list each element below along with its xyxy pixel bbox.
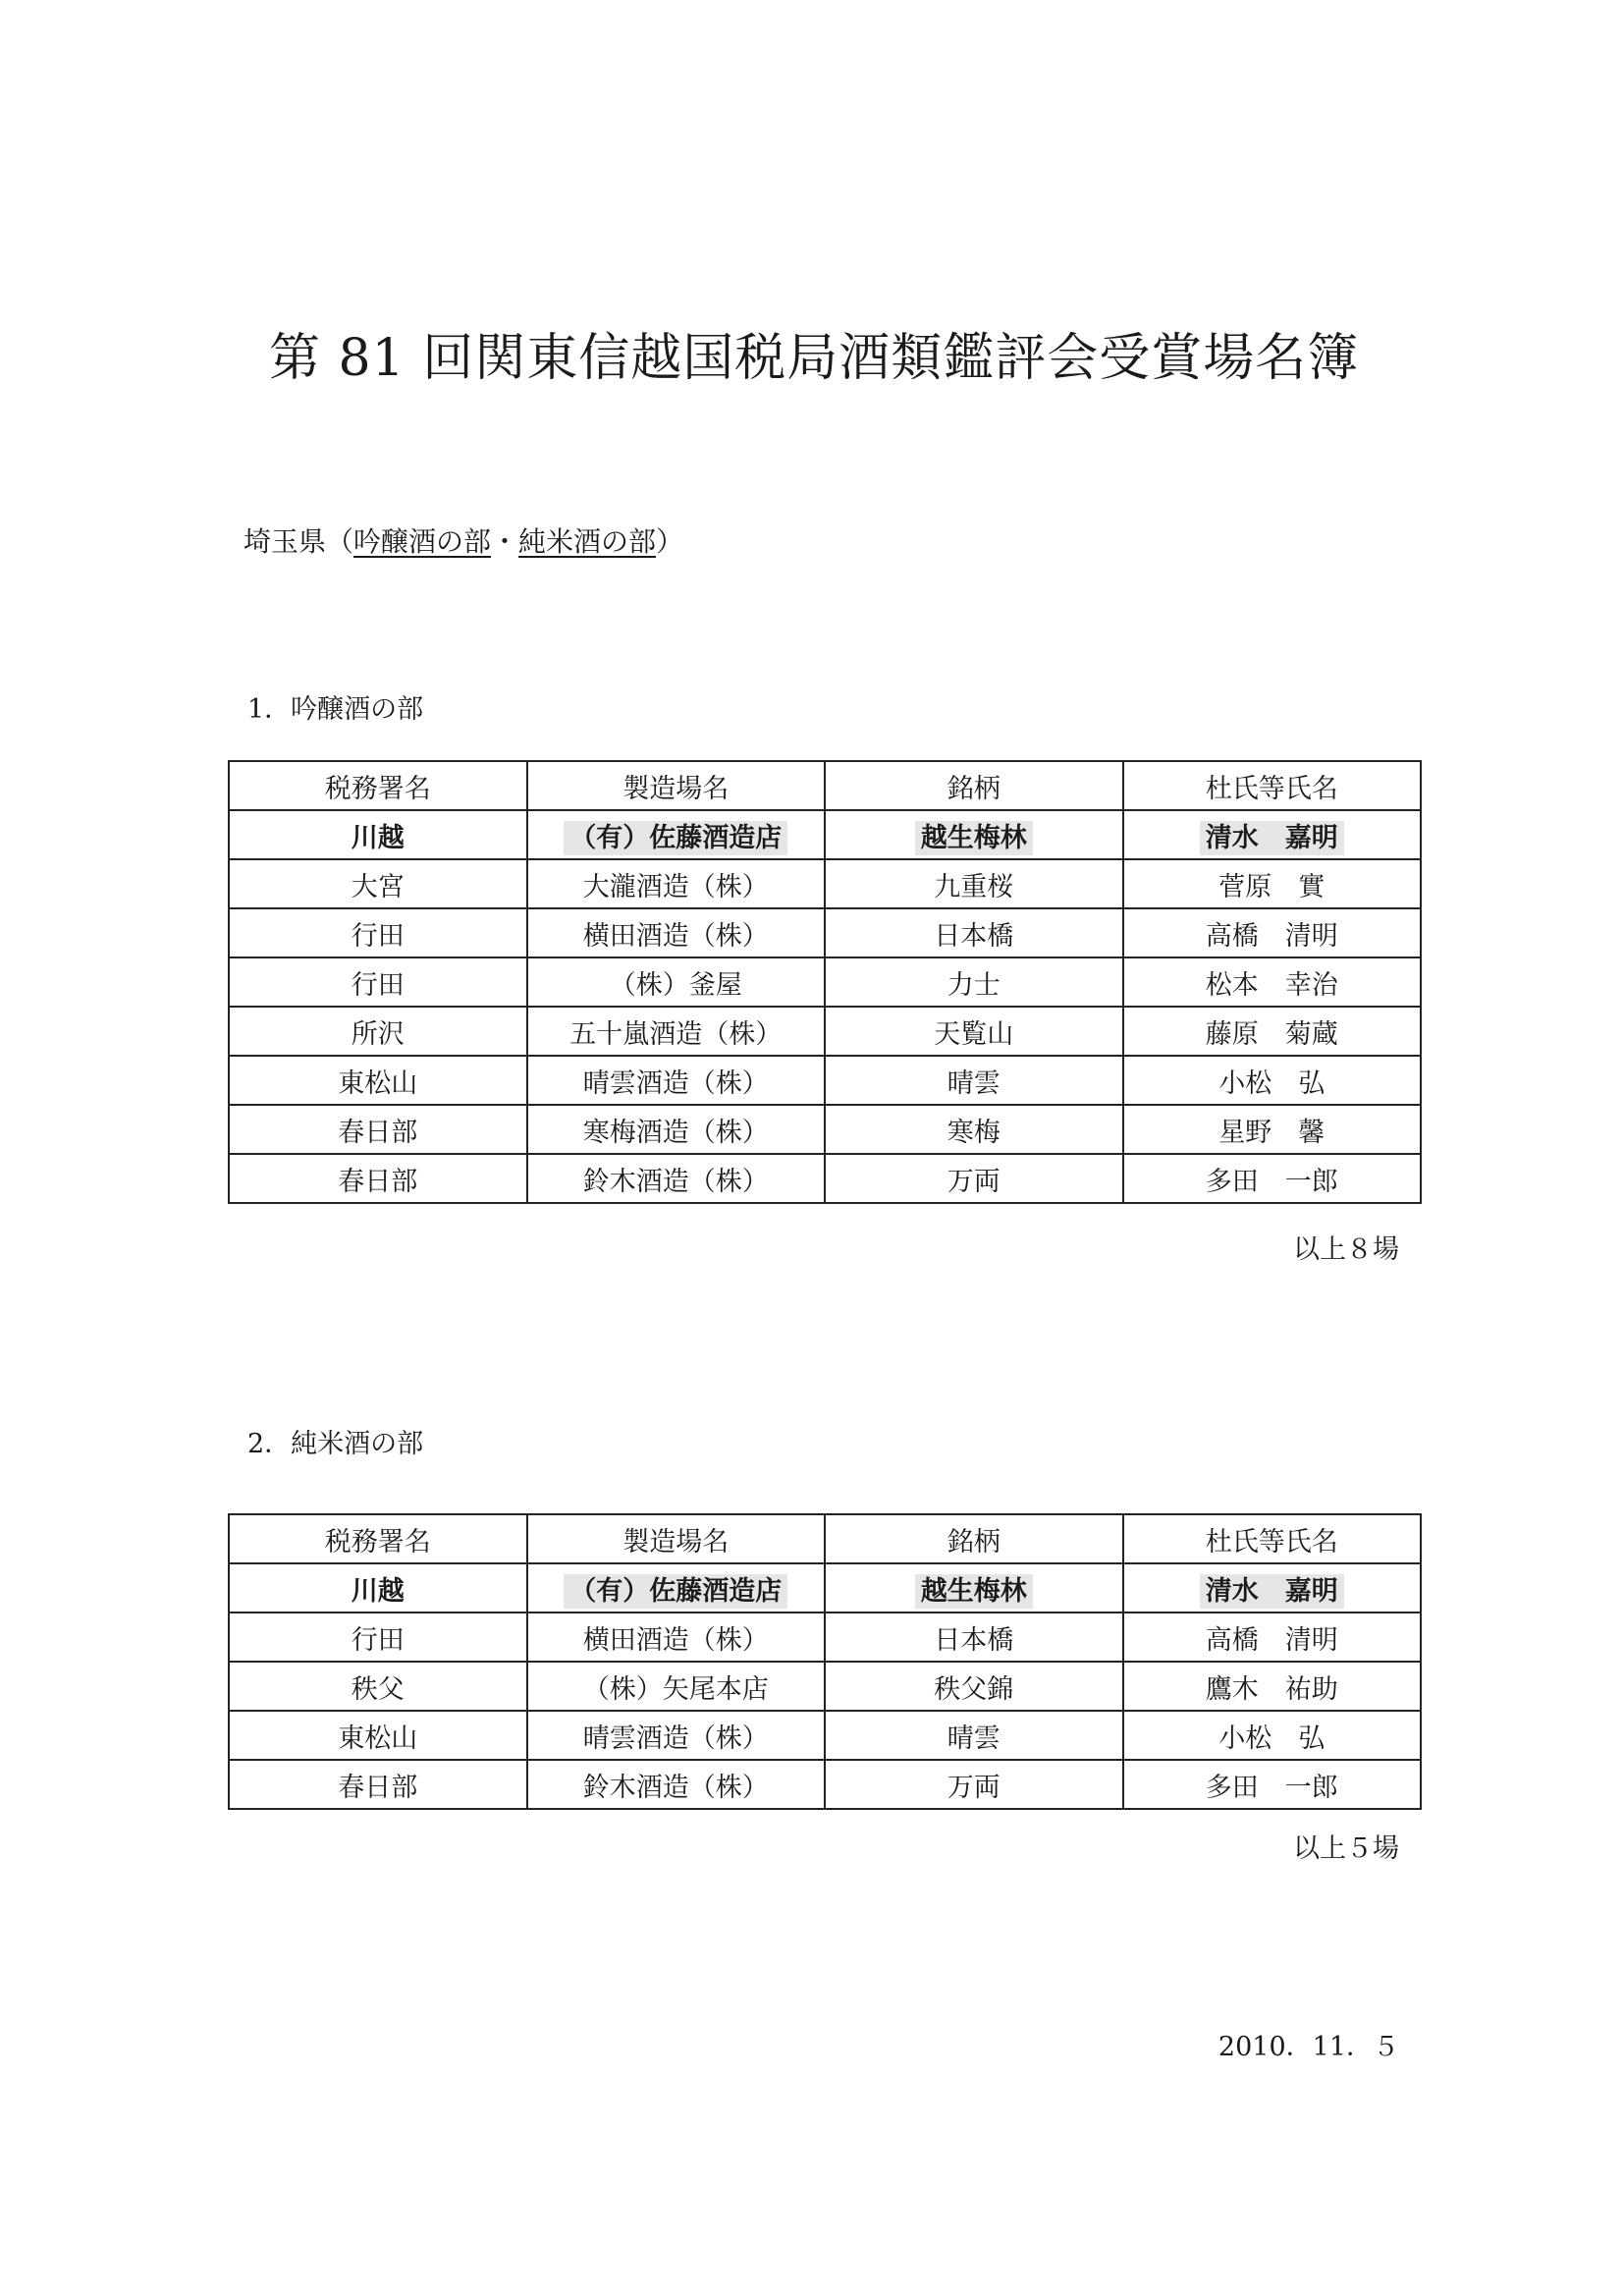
subtitle-suffix: ）: [656, 525, 684, 558]
page-title: 第 81 回関東信越国税局酒類鑑評会受賞場名簿: [269, 329, 1360, 388]
table-row: [229, 810, 1421, 859]
brewmaster-cell: 松本 幸治: [1123, 957, 1422, 1007]
table-row: [229, 957, 1421, 1007]
table-row: [229, 908, 1421, 957]
brewery-name: （有）佐藤酒造店: [564, 821, 787, 855]
table-row: [229, 859, 1421, 908]
section1-total: 以上８場: [1293, 1234, 1399, 1265]
brand-cell: 日本橋: [825, 1613, 1123, 1662]
tax-office-cell: 東松山: [229, 1056, 527, 1105]
tax-office-cell: 所沢: [229, 1007, 527, 1056]
subtitle-prefix: 埼玉県（: [243, 525, 354, 558]
tax-office-cell: 秩父: [229, 1662, 527, 1711]
tax-office-cell: 川越: [229, 810, 527, 859]
table-row: [229, 1613, 1421, 1662]
brewery-cell: （株）矢尾本店: [527, 1662, 826, 1711]
table-header-row: [229, 1514, 1421, 1563]
brewmaster-cell: [1123, 810, 1422, 859]
table-row: [229, 1105, 1421, 1154]
brewery-cell: 晴雲酒造（株）: [527, 1711, 826, 1760]
header-tax-office: 税務署名: [229, 761, 527, 810]
brewmaster-cell: 多田 一郎: [1123, 1760, 1422, 1809]
tax-office-cell: 春日部: [229, 1154, 527, 1203]
tax-office-cell: 東松山: [229, 1711, 527, 1760]
header-brewmaster: 杜氏等氏名: [1123, 1514, 1422, 1563]
table-row: [229, 1056, 1421, 1105]
brewmaster-cell: 星野 馨: [1123, 1105, 1422, 1154]
document-date: 2010．11．５: [1217, 2032, 1399, 2062]
brand-cell: 晴雲: [825, 1711, 1123, 1760]
brand-name: 越生梅林: [915, 821, 1033, 855]
brand-cell: 晴雲: [825, 1056, 1123, 1105]
tax-office-cell: 大宮: [229, 859, 527, 908]
subtitle-separator: ・: [491, 525, 519, 558]
subtitle-junmai-category: 純米酒の部: [518, 525, 657, 558]
brewmaster-name: 清水 嘉明: [1200, 821, 1344, 855]
brewery-cell: 五十嵐酒造（株）: [527, 1007, 826, 1056]
brand-cell: 寒梅: [825, 1105, 1123, 1154]
brand-cell: [825, 810, 1123, 859]
header-brand: 銘柄: [825, 761, 1123, 810]
table-header-row: [229, 761, 1421, 810]
brewmaster-cell: 高橋 清明: [1123, 1613, 1422, 1662]
table-row: [229, 1154, 1421, 1203]
header-brewery: 製造場名: [527, 761, 826, 810]
prefecture-subtitle: [243, 520, 683, 560]
brand-cell: 天覧山: [825, 1007, 1123, 1056]
brewery-cell: 寒梅酒造（株）: [527, 1105, 826, 1154]
header-brewery: 製造場名: [527, 1514, 826, 1563]
brewery-cell: 大瀧酒造（株）: [527, 859, 826, 908]
brand-cell: [825, 1563, 1123, 1613]
brewery-cell: [527, 1563, 826, 1613]
table-row: [229, 1007, 1421, 1056]
table-row: [229, 1711, 1421, 1760]
brand-name: 越生梅林: [915, 1574, 1033, 1609]
brand-cell: 九重桜: [825, 859, 1123, 908]
header-tax-office: 税務署名: [229, 1514, 527, 1563]
tax-office-cell: 行田: [229, 1613, 527, 1662]
brewmaster-cell: 小松 弘: [1123, 1711, 1422, 1760]
brewery-name: （有）佐藤酒造店: [564, 1574, 787, 1609]
brand-cell: 日本橋: [825, 908, 1123, 957]
junmai-awards-table: [228, 1513, 1422, 1810]
brewery-cell: [527, 810, 826, 859]
brewery-cell: 鈴木酒造（株）: [527, 1154, 826, 1203]
brewery-cell: 鈴木酒造（株）: [527, 1760, 826, 1809]
section2-heading: 2．純米酒の部: [247, 1429, 424, 1459]
ginjo-awards-table: [228, 760, 1422, 1204]
table-row: [229, 1760, 1421, 1809]
brewmaster-cell: 鷹木 祐助: [1123, 1662, 1422, 1711]
brewmaster-cell: 高橋 清明: [1123, 908, 1422, 957]
table-row: [229, 1563, 1421, 1613]
brewery-cell: 横田酒造（株）: [527, 1613, 826, 1662]
brewmaster-cell: 菅原 實: [1123, 859, 1422, 908]
tax-office-cell: 春日部: [229, 1760, 527, 1809]
brewery-cell: 横田酒造（株）: [527, 908, 826, 957]
brand-cell: 万両: [825, 1760, 1123, 1809]
brewery-cell: 晴雲酒造（株）: [527, 1056, 826, 1105]
header-brewmaster: 杜氏等氏名: [1123, 761, 1422, 810]
header-brand: 銘柄: [825, 1514, 1123, 1563]
tax-office-cell: 春日部: [229, 1105, 527, 1154]
brand-cell: 万両: [825, 1154, 1123, 1203]
brewmaster-cell: 多田 一郎: [1123, 1154, 1422, 1203]
tax-office-cell: 行田: [229, 908, 527, 957]
brewery-cell: （株）釜屋: [527, 957, 826, 1007]
brewmaster-cell: [1123, 1563, 1422, 1613]
section1-heading: 1．吟醸酒の部: [247, 694, 424, 725]
brewmaster-cell: 藤原 菊蔵: [1123, 1007, 1422, 1056]
brand-cell: 秩父錦: [825, 1662, 1123, 1711]
subtitle-ginjo-category: 吟醸酒の部: [353, 525, 492, 558]
table-row: [229, 1662, 1421, 1711]
tax-office-cell: 川越: [229, 1563, 527, 1613]
tax-office-cell: 行田: [229, 957, 527, 1007]
brewmaster-cell: 小松 弘: [1123, 1056, 1422, 1105]
brewmaster-name: 清水 嘉明: [1200, 1574, 1344, 1609]
brand-cell: 力士: [825, 957, 1123, 1007]
section2-total: 以上５場: [1293, 1833, 1399, 1864]
